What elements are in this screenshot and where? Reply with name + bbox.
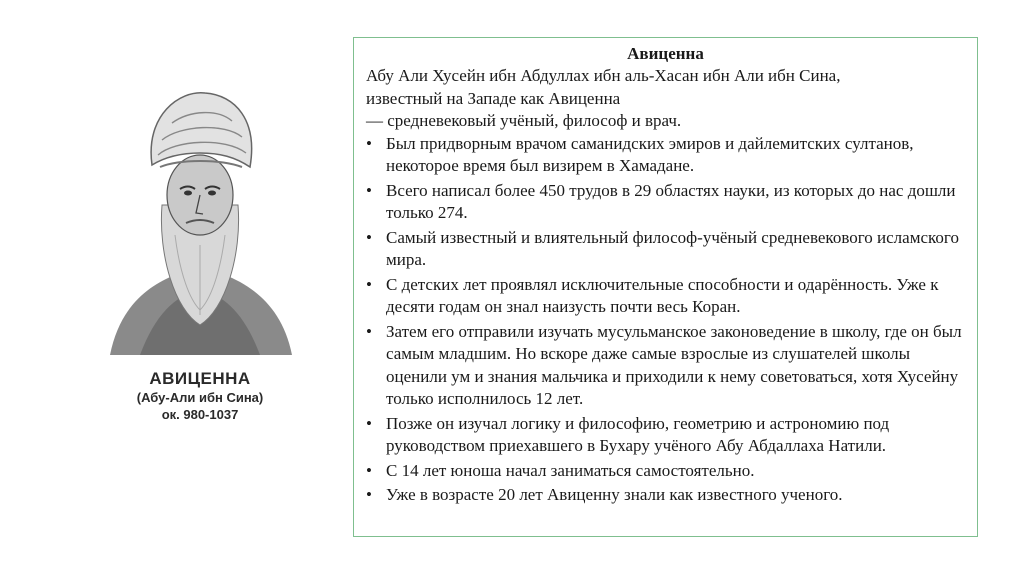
intro-line: известный на Западе как Авиценна — [366, 88, 621, 108]
portrait-caption — [95, 368, 305, 423]
bullet: • — [366, 227, 372, 247]
bullet: • — [366, 274, 372, 294]
bullet: • — [366, 321, 372, 341]
caption-name: АВИЦЕННА — [149, 369, 251, 388]
fact-item — [366, 460, 965, 483]
fact-text: Уже в возрасте 20 лет Авиценну знали как известного ученого. — [386, 485, 843, 504]
fact-text: Самый известный и влиятельный философ-учёный средневекового исламского мира. — [386, 227, 959, 269]
bullet: • — [366, 413, 372, 433]
fact-item — [366, 484, 965, 507]
portrait-drawing — [100, 85, 300, 355]
bullet: • — [366, 133, 372, 153]
bullet: • — [366, 485, 372, 504]
fact-item — [366, 274, 965, 319]
fact-text: С детских лет проявлял исключительные способности и одарённость. Уже к десяти годам он знал наизусть почти весь Коран. — [386, 274, 939, 316]
biography-card — [353, 37, 978, 537]
intro-line: Абу Али Хусейн ибн Абдуллах ибн аль-Хасан ибн Али ибн Сина, — [366, 66, 841, 85]
fact-text: Всего написал более 450 трудов в 29 областях науки, из которых до нас дошли только 274. — [386, 180, 956, 222]
intro-line: — средневековый учёный, философ и врач. — [366, 111, 682, 130]
card-title: Авиценна — [627, 44, 704, 63]
card-intro — [366, 65, 965, 133]
fact-text: Был придворным врачом саманидских эмиров и дайлемитских султанов, некоторое время был визирем в Хамадане. — [386, 133, 914, 175]
fact-text: С 14 лет юноша начал заниматься самостоятельно. — [386, 460, 755, 480]
fact-text: Позже он изучал логику и философию, геометрию и астрономию под руководством приехавшего в Бухару учёного Абу Абдаллаха Натили. — [386, 413, 890, 455]
facts-list — [366, 133, 965, 507]
bullet: • — [366, 180, 372, 200]
caption-years: ок. 980-1037 — [161, 407, 239, 422]
fact-text: Затем его отправили изучать мусульманское законоведение в школу, где он был самым младшим. Но вскоре даже самые взрослые из слушателей школы оценили ум и знания мальчика и приходили к нему советоваться, хотя Хусейну только исполнилось 12 лет. — [386, 321, 962, 408]
caption-fullname: (Абу-Али ибн Сина) — [136, 390, 264, 405]
avicenna-portrait — [100, 85, 300, 355]
fact-item — [366, 133, 965, 178]
bullet: • — [366, 460, 372, 480]
fact-item — [366, 227, 965, 272]
fact-item — [366, 321, 965, 411]
fact-item — [366, 413, 965, 458]
fact-item — [366, 180, 965, 225]
